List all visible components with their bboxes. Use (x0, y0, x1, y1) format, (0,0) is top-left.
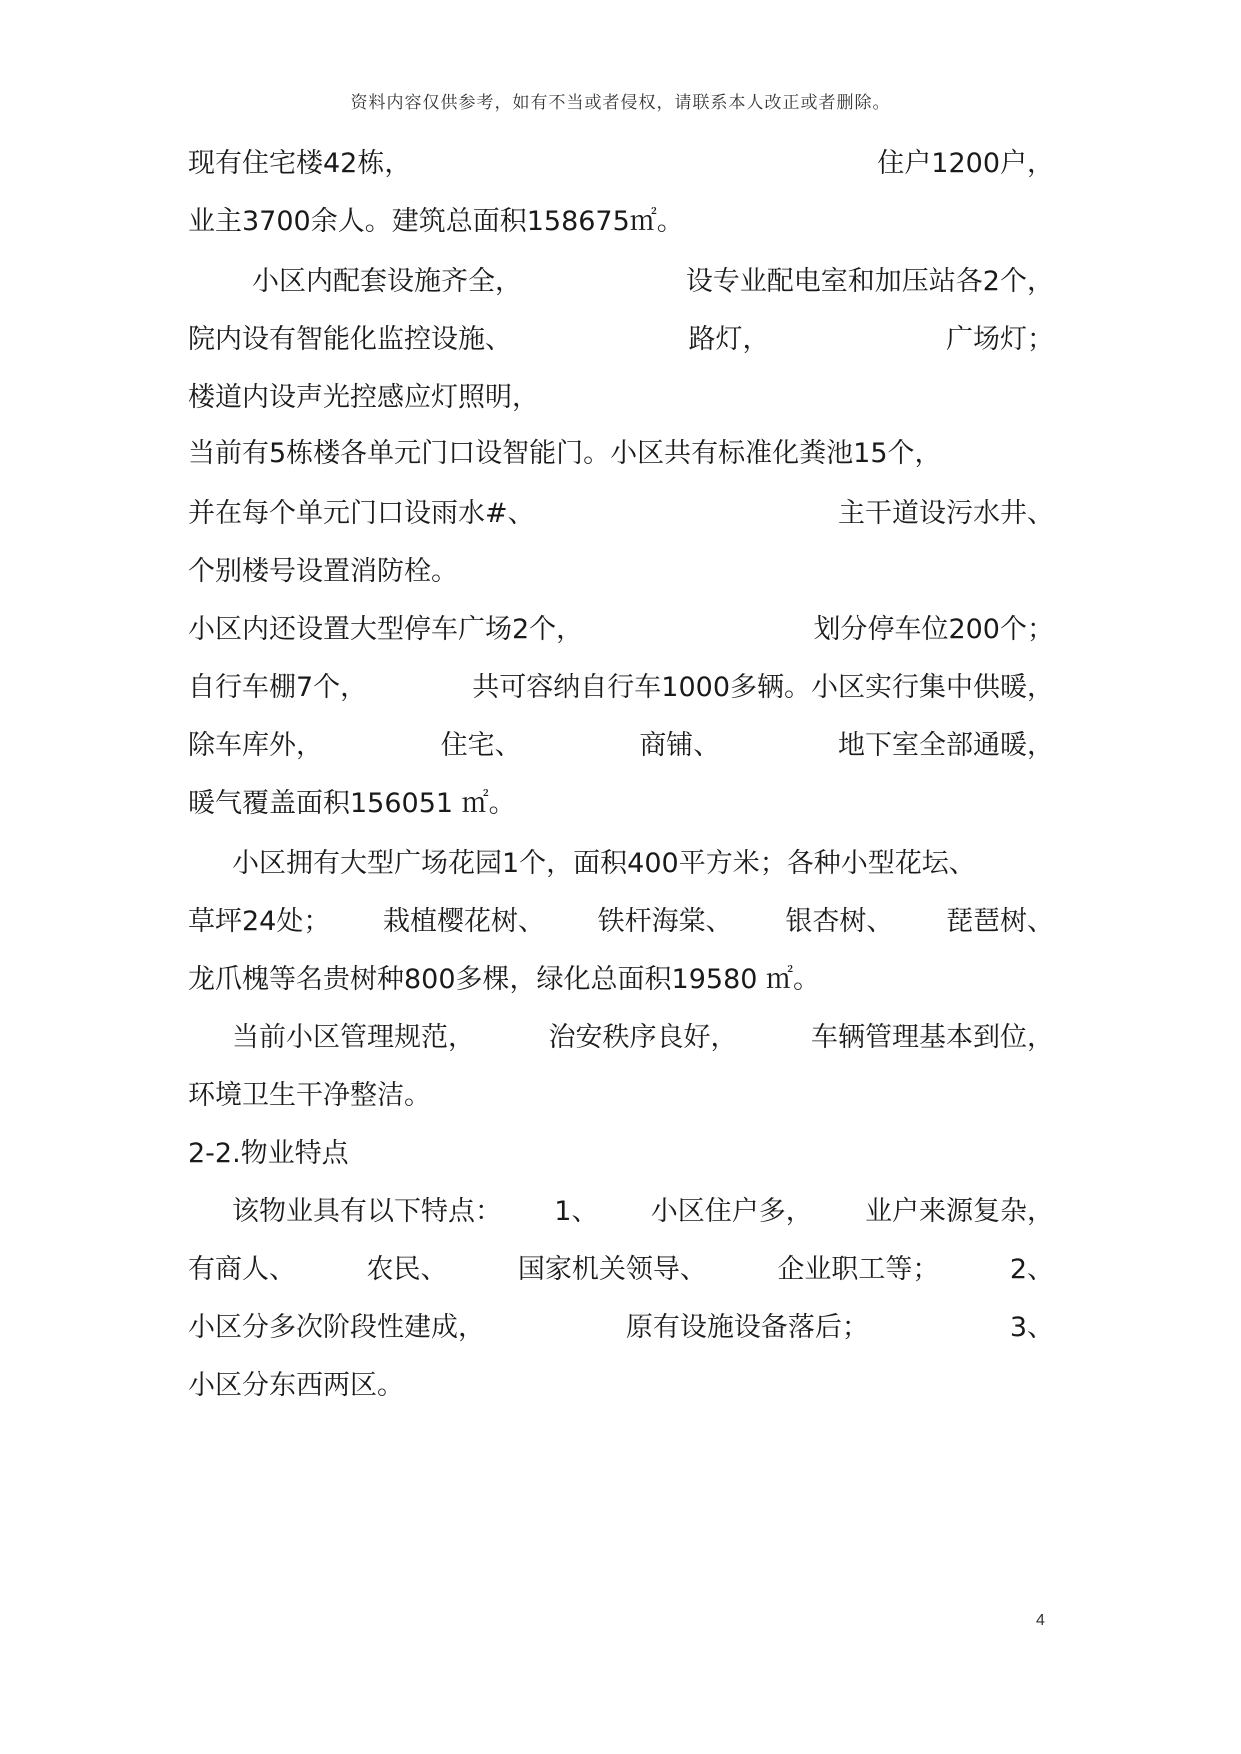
text-segment: 银杏树、 (785, 906, 894, 937)
text-segment: 小区内配套设施齐全， (252, 266, 522, 297)
text-segment: 广场灯； (946, 324, 1054, 355)
text-segment: 业主3700余人。建筑总面积158675㎡。 (188, 206, 684, 237)
text-segment: 原有设施设备落后； (625, 1312, 869, 1343)
text-segment: 路灯， (688, 324, 770, 355)
text-segment: 3、 (1009, 1312, 1054, 1343)
text-segment: 龙爪槐等名贵树种800多棵，绿化总面积19580 ㎡。 (188, 964, 821, 995)
text-segment: 环境卫生干净整洁。 (188, 1080, 431, 1111)
page-number: 4 (1036, 1612, 1045, 1629)
text-segment: 栽植樱花树、 (383, 906, 546, 937)
text-line (188, 1192, 1054, 1232)
text-segment: 小区拥有大型广场花园1个，面积400平方米；各种小型花坛、 (232, 848, 976, 879)
text-line (188, 378, 1054, 418)
text-line (188, 1076, 1054, 1116)
page-header: 资料内容仅供参考，如有不当或者侵权，请联系本人改正或者删除。 (350, 93, 891, 113)
text-line (188, 844, 1054, 884)
text-line (188, 144, 1054, 184)
text-segment: 当前有5栋楼各单元门口设智能门。小区共有标准化粪池15个， (188, 438, 942, 469)
text-segment: 该物业具有以下特点： (232, 1196, 502, 1227)
text-segment: 个别楼号设置消防栓。 (188, 556, 458, 587)
text-line (188, 1250, 1054, 1290)
text-line (188, 434, 1054, 474)
text-line (188, 1018, 1054, 1058)
text-segment: 并在每个单元门口设雨水#、 (188, 498, 535, 529)
text-segment: 有商人、 (188, 1254, 296, 1285)
text-segment: 除车库外， (188, 730, 323, 761)
text-segment: 琵琶树、 (945, 906, 1054, 937)
text-segment: 2-2.物业特点 (188, 1138, 349, 1169)
text-line (188, 320, 1054, 360)
text-segment: 当前小区管理规范， (232, 1022, 475, 1053)
text-segment: 小区分东西两区。 (188, 1370, 404, 1401)
text-line (188, 1308, 1054, 1348)
text-segment: 小区分多次阶段性建成， (188, 1312, 485, 1343)
text-line (188, 494, 1054, 534)
text-segment: 国家机关领导、 (517, 1254, 707, 1285)
text-line (188, 784, 1054, 824)
text-line (188, 960, 1054, 1000)
text-segment: 企业职工等； (777, 1254, 940, 1285)
text-segment: 车辆管理基本到位， (811, 1022, 1054, 1053)
text-segment: 院内设有智能化监控设施、 (188, 324, 512, 355)
text-segment: 暖气覆盖面积156051 ㎡。 (188, 788, 516, 819)
text-line (188, 902, 1054, 942)
text-segment: 小区住户多， (650, 1196, 813, 1227)
text-segment: 住宅、 (440, 730, 522, 761)
text-segment: 2、 (1009, 1254, 1054, 1285)
text-segment: 小区内还设置大型停车广场2个， (188, 614, 584, 645)
text-segment: 现有住宅楼42栋， (188, 148, 412, 179)
text-segment: 住户1200户， (877, 148, 1054, 179)
text-segment: 铁杆海棠、 (597, 906, 733, 937)
text-line (188, 262, 1054, 302)
text-line (188, 1366, 1054, 1406)
text-segment: 农民、 (366, 1254, 448, 1285)
text-line (188, 610, 1054, 650)
text-line (188, 202, 1054, 242)
text-line (188, 1134, 1054, 1174)
text-segment: 设专业配电室和加压站各2个， (685, 266, 1054, 297)
text-segment: 1、 (554, 1196, 599, 1227)
text-segment: 楼道内设声光控感应灯照明， (188, 382, 539, 413)
text-segment: 主干道设污水井、 (838, 498, 1054, 529)
text-segment: 业户来源复杂， (864, 1196, 1054, 1227)
text-line (188, 668, 1054, 708)
text-segment: 治安秩序良好， (548, 1022, 738, 1053)
text-segment: 共可容纳自行车1000多辆。小区实行集中供暖， (472, 672, 1054, 703)
text-segment: 商铺、 (639, 730, 721, 761)
text-segment: 自行车棚7个， (188, 672, 368, 703)
text-line (188, 726, 1054, 766)
text-line (188, 552, 1054, 592)
text-segment: 划分停车位200个； (813, 614, 1054, 645)
text-segment: 草坪24处； (188, 906, 331, 937)
text-segment: 地下室全部通暖， (837, 730, 1054, 761)
